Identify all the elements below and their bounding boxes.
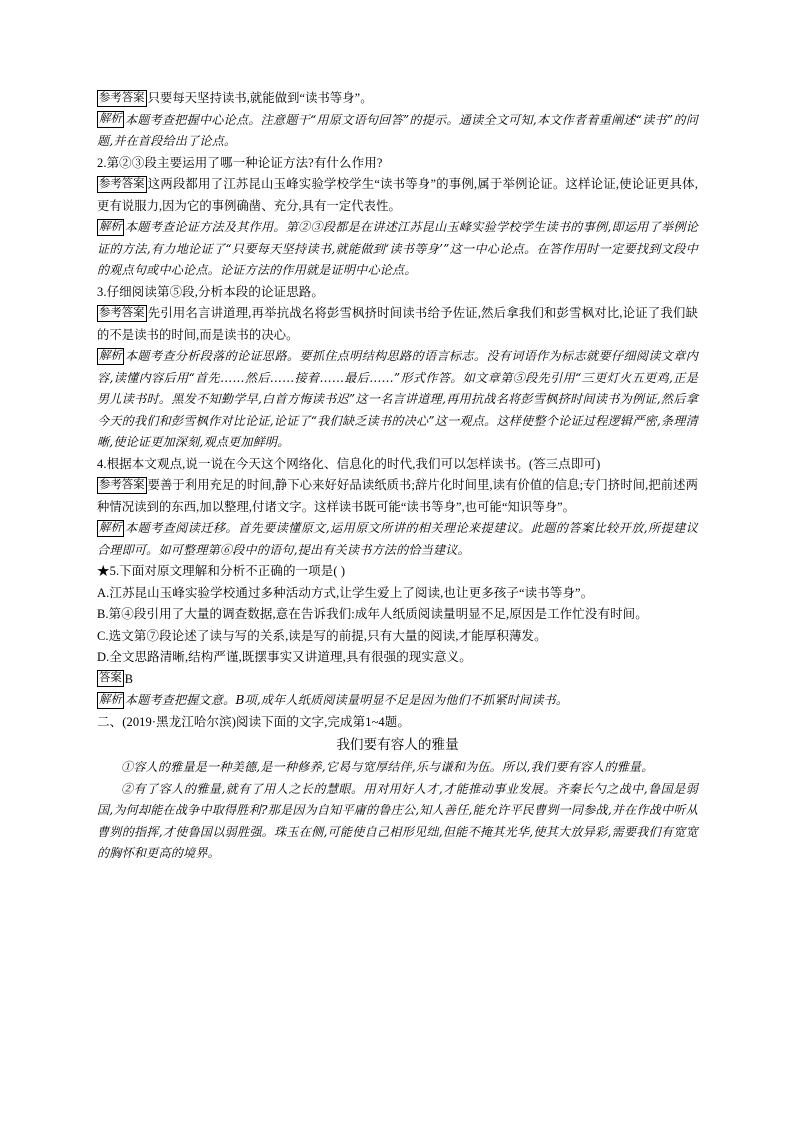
analysis-tag: 解析	[97, 111, 124, 128]
reference-answer-tag: 参考答案	[97, 176, 147, 193]
option-d: D.全文思路清晰,结构严谨,既摆事实又讲道理,具有很强的现实意义。	[97, 650, 472, 664]
question-item: 2.第②③段主要运用了哪一种论证方法?有什么作用?	[97, 155, 383, 170]
section-intro: 二、(2019·黑龙江哈尔滨)阅读下面的文字,完成第1~4题。	[97, 714, 410, 729]
reference-answer-text: 要善于利用充足的时间,静下心来好好品读纸质书;辞片化时间里,读有价值的信息;专门挤时间,把前述两种情况读到的东西,加以整理,付诸文字。这样读书既可能“读书等身”,也可能“知识等身”。	[97, 478, 698, 514]
question-item: 4.根据本文观点,说一说在今天这个网络化、信息化的时代,我们可以怎样读书。(答三点即可)	[97, 456, 601, 471]
reference-answer-block	[97, 475, 698, 518]
passage-paragraph: ②有了容人的雅量,就有了用人之长的慧眼。用对用好人才,才能推动事业发展。齐秦长勺之战中,鲁国是弱国,为何却能在战争中取得胜利?那是因为自知平庸的鲁庄公,知人善任,能允许平民曹刿一同参战,并在作战中听从曹刿的指挥,才使鲁国以弱胜强。珠玉在侧,可能使自己相形见绌,但能不掩其光华,使其大放异彩,需要我们有宽宽的胸怀和更高的境界。	[97, 781, 698, 860]
answer-block	[97, 669, 698, 691]
answer-text: B	[124, 671, 134, 686]
question-item-starred: ★5.下面对原文理解和分析不正确的一项是( )	[97, 564, 346, 578]
reference-answer-text: 只要每天坚持读书,就能做到“读书等身”。	[147, 91, 373, 105]
reference-answer-block	[97, 174, 698, 217]
reference-answer-tag: 参考答案	[97, 305, 147, 322]
option-b: B.第④段引用了大量的调查数据,意在告诉我们:成年人纸质阅读量明显不足,原因是工作忙没有时间。	[97, 607, 648, 621]
analysis-text: 本题考查分析段落的论证思路。要抓住点明结构思路的语言标志。没有词语作为标志就要仔细阅读文章内容,读懂内容后用“首先……然后……接着……最后……”形式作答。如文章第⑤段先引用“三更灯火五更鸡,正是男儿读书时。黑发不知勤学早,白首方悔读书迟”这一名言讲道理,再用抗战名将彭雪枫挤时间读书为例证,然后拿今天的我们和彭雪枫作对比论证,论证了“我们缺乏读书的决心”这一观点。这样使整个论证过程逻辑严密,条理清晰,使论证更加深刻,观点更加鲜明。	[97, 349, 698, 449]
option-a: A.江苏昆山玉峰实验学校通过多种活动方式,让学生爱上了阅读,也让更多孩子“读书等身”。	[97, 585, 594, 600]
document-content	[97, 88, 698, 865]
analysis-text: 本题考查阅读迁移。首先要读懂原文,运用原文所讲的相关理论来提建议。此题的答案比较开放,所提建议合理即可。如可整理第⑥段中的语句,提出有关读书方法的恰当建议。	[97, 521, 698, 557]
option-c: C.选文第⑦段论述了读与写的关系,读是写的前提,只有大量的阅读,才能厚积薄发。	[97, 628, 547, 643]
reference-answer-block	[97, 88, 698, 110]
passage-paragraph: ①容人的雅量是一种美德,是一种修养,它曷与宽厚结伴,乐与谦和为伍。所以,我们要有容人的雅量。	[121, 760, 654, 774]
reference-answer-block	[97, 303, 698, 346]
analysis-block	[97, 690, 698, 712]
analysis-tag: 解析	[97, 520, 124, 537]
analysis-text: 本题考查把握中心论点。注意题干“用原文语句回答”的提示。通读全文可知,本文作者着重阐述“读书”的问题,并在首段给出了论点。	[97, 112, 698, 148]
analysis-text: 本题考查把握文意。B项,成年人纸质阅读量明显不足是因为他们不抓紧时间读书。	[124, 693, 569, 707]
reference-answer-text: 这两段都用了江苏昆山玉峰实验学校学生“读书等身”的事例,属于举例论证。这样论证,使论证更具体,更有说服力,因为它的事例确凿、充分,具有一定代表性。	[97, 177, 698, 213]
analysis-block	[97, 346, 698, 454]
analysis-tag: 解析	[97, 348, 124, 365]
analysis-tag: 解析	[97, 692, 124, 709]
reference-answer-text: 先引用名言讲道理,再举抗战名将彭雪枫挤时间读书给予佐证,然后拿我们和彭雪枫对比,论证了我们缺的不是读书的时间,而是读书的决心。	[97, 306, 698, 342]
analysis-block	[97, 518, 698, 561]
reference-answer-tag: 参考答案	[97, 90, 147, 107]
answer-tag: 答案	[97, 670, 124, 687]
analysis-block	[97, 110, 698, 153]
analysis-block	[97, 217, 698, 282]
reference-answer-tag: 参考答案	[97, 477, 147, 494]
analysis-text: 本题考查论证方法及其作用。第②③段都是在讲述江苏昆山玉峰实验学校学生读书的事例,即运用了举例论证的方法,有力地论证了“只要每天坚持读书,就能做到‘读书等身’”这一中心论点。在答作用时一定要找到文段中的观点句或中心论点。论证方法的作用就是证明中心论点。	[97, 220, 698, 277]
analysis-tag: 解析	[97, 219, 124, 236]
question-item: 3.仔细阅读第⑤段,分析本段的论证思路。	[97, 284, 325, 299]
passage-title: 我们要有容人的雅量	[336, 737, 459, 752]
